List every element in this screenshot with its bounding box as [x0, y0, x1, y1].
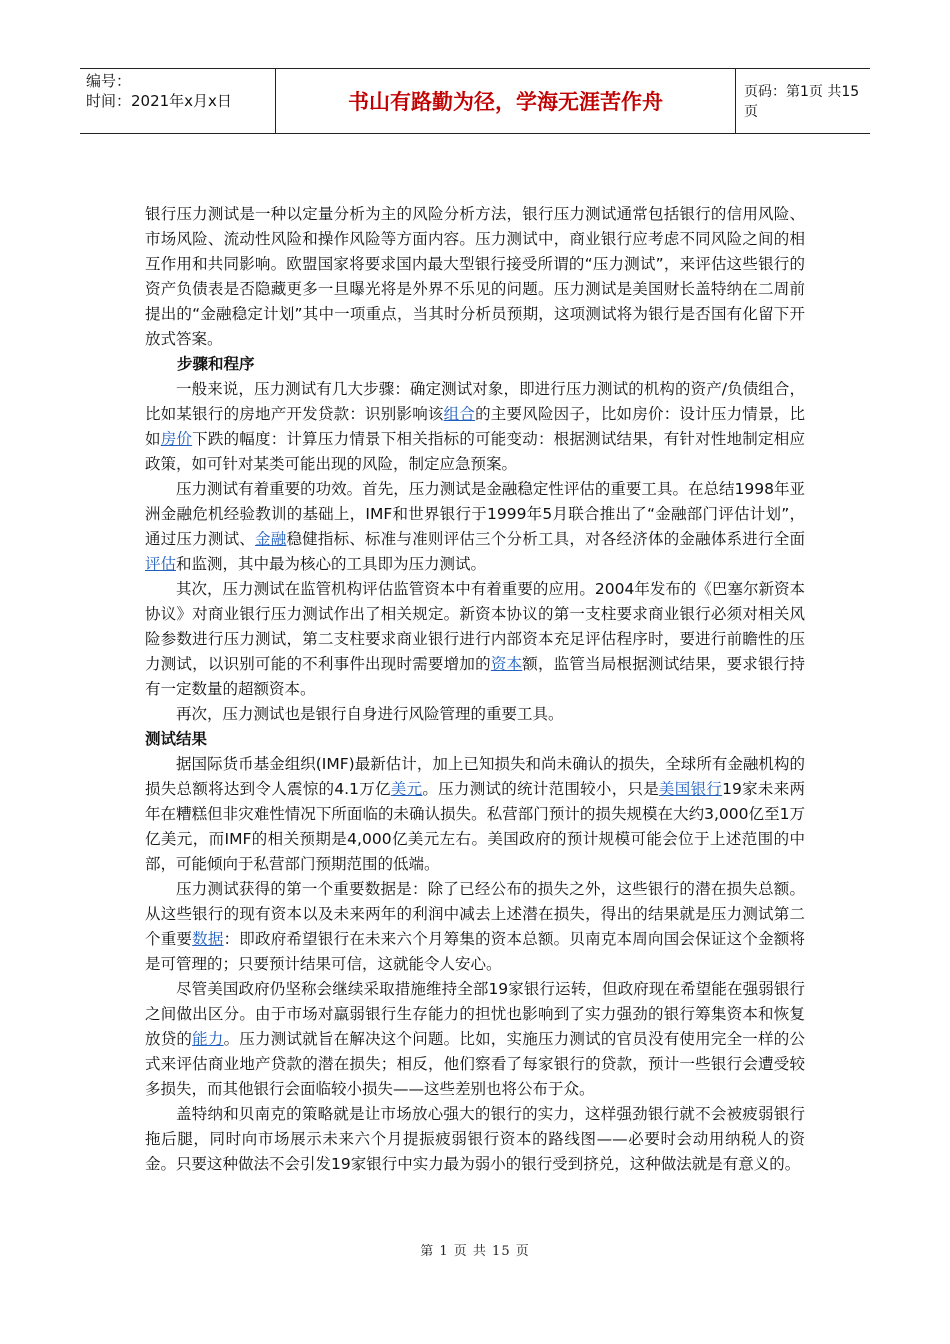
link-capital[interactable]: 资本 — [490, 655, 523, 673]
text-span: 压力测试有着重要的功效。首先，压力测试是金融稳定性评估的重要工具。在总结1998年亚洲金融危机经验教训的基础上，IMF和世界银行于1999年5月联合推出了“金融部门评估计划”，通过压力测试、 — [145, 480, 805, 548]
paragraph-intro: 银行压力测试是一种以定量分析为主的风险分析方法，银行压力测试通常包括银行的信用风险、市场风险、流动性风险和操作风险等方面内容。压力测试中，商业银行应考虑不同风险之间的相互作用和共同影响。欧盟国家将要求国内最大型银行接受所谓的“压力测试”，来评估这些银行的资产负债表是否隐藏更多一旦曝光将是外界不乐见的问题。压力测试是美国财长盖特纳在二周前提出的“金融稳定计划”其中一项重点，当其时分析员预期，这项测试将为银行是否国有化留下开放式答案。 — [145, 205, 805, 348]
page-header — [80, 68, 870, 134]
link-ability[interactable]: 能力 — [192, 1030, 224, 1048]
link-housing-price[interactable]: 房价 — [160, 430, 193, 448]
heading-results: 测试结果 — [145, 730, 208, 748]
text-span: 。压力测试就旨在解决这个问题。比如，实施压力测试的官员没有使用完全一样的公式来评估商业地产贷款的潜在损失；相反，他们察看了每家银行的贷款，预计一些银行会遭受较多损失，而其他银行会面临较小损失——这些差别也将公布于众。 — [145, 1030, 805, 1098]
paragraph-importance — [145, 477, 805, 577]
text-span: ：即政府希望银行在未来六个月筹集的资本总额。贝南克本周向国会保证这个金额将是可管理的；只要预计结果可信，这就能令人安心。 — [145, 930, 805, 973]
paragraph-steps — [145, 377, 805, 477]
link-us-banks[interactable]: 美国银行 — [659, 780, 723, 798]
link-data[interactable]: 数据 — [192, 930, 224, 948]
page-footer: 第 1 页 共 15 页 — [420, 1244, 530, 1259]
link-portfolio[interactable]: 组合 — [443, 405, 476, 423]
paragraph-distinction — [145, 977, 805, 1102]
text-span: 稳健指标、标准与准则评估三个分析工具，对各经济体的金融体系进行全面 — [286, 530, 805, 548]
header-motto-cell — [276, 69, 736, 133]
header-page-info — [736, 69, 870, 133]
text-span: 压力测试获得的第一个重要数据是：除了已经公布的损失之外，这些银行的潜在损失总额。从这些银行的现有资本以及未来两年的利润中减去上述潜在损失，得出的结果就是压力测试第二个重要 — [145, 880, 805, 948]
link-usd[interactable]: 美元 — [390, 780, 423, 798]
text-span: 据国际货币基金组织(IMF)最新估计，加上已知损失和尚未确认的损失，全球所有金融机构的损失总额将达到令人震惊的4.1万亿 — [145, 755, 805, 798]
text-span: 。压力测试的统计范围较小，只是 — [422, 780, 660, 798]
document-body — [145, 202, 805, 1177]
text-span: 的主要风险因子，比如房价：设计压力情景，比如 — [145, 405, 805, 448]
paragraph-strategy: 盖特纳和贝南克的策略就是让市场放心强大的银行的实力，这样强劲银行就不会被疲弱银行拖后腿，同时向市场展示未来六个月提振疲弱银行资本的路线图——必要时会动用纳税人的资金。只要这种做法不会引发19家银行中实力最为弱小的银行受到挤兑，这种做法就是有意义的。 — [145, 1105, 805, 1173]
link-finance[interactable]: 金融 — [255, 530, 287, 548]
motto: 书山有路勤为径，学海无涯苦作舟 — [348, 89, 663, 114]
text-span: 下跌的幅度：计算压力情景下相关指标的可能变动：根据测试结果，有针对性地制定相应政策，如可针对某类可能出现的风险，制定应急预案。 — [145, 430, 805, 473]
paragraph-first-data — [145, 877, 805, 977]
paragraph-regulation — [145, 577, 805, 702]
text-span: 额，监管当局根据测试结果，要求银行持有一定数量的超额资本。 — [145, 655, 805, 698]
heading-steps: 步骤和程序 — [177, 355, 255, 373]
code-label: 编号： — [86, 72, 132, 90]
header-meta — [80, 69, 276, 133]
text-span: 19家未来两年在糟糕但非灾难性情况下所面临的未确认损失。私营部门预计的损失规模在大约3,000亿至1万亿美元，而IMF的相关预期是4,000亿美元左右。美国政府的预计规模可能会位于上述范围的中部，可能倾向于私营部门预期范围的低端。 — [145, 780, 805, 873]
text-span: 其次，压力测试在监管机构评估监管资本中有着重要的应用。2004年发布的《巴塞尔新资本协议》对商业银行压力测试作出了相关规定。新资本协议的第一支柱要求商业银行必须对相关风险参数进行压力测试，第二支柱要求商业银行进行内部资本充足评估程序时，要进行前瞻性的压力测试，以识别可能的不利事件出现时需要增加的 — [145, 580, 805, 673]
paragraph-risk-management: 再次，压力测试也是银行自身进行风险管理的重要工具。 — [176, 705, 564, 723]
time-label: 时间：2021年x月x日 — [86, 92, 232, 110]
text-span: 和监测，其中最为核心的工具即为压力测试。 — [176, 555, 487, 573]
text-span: 一般来说，压力测试有几大步骤：确定测试对象，即进行压力测试的机构的资产/负债组合，比如某银行的房地产开发贷款：识别影响该 — [145, 380, 805, 423]
page-info: 页码：第1页 共15页 — [744, 84, 860, 120]
paragraph-imf-estimate — [145, 752, 805, 877]
text-span: 尽管美国政府仍坚称会继续采取措施维持全部19家银行运转，但政府现在希望能在强弱银行之间做出区分。由于市场对羸弱银行生存能力的担忧也影响到了实力强劲的银行筹集资本和恢复放贷的 — [145, 980, 805, 1048]
link-assessment[interactable]: 评估 — [145, 555, 177, 573]
